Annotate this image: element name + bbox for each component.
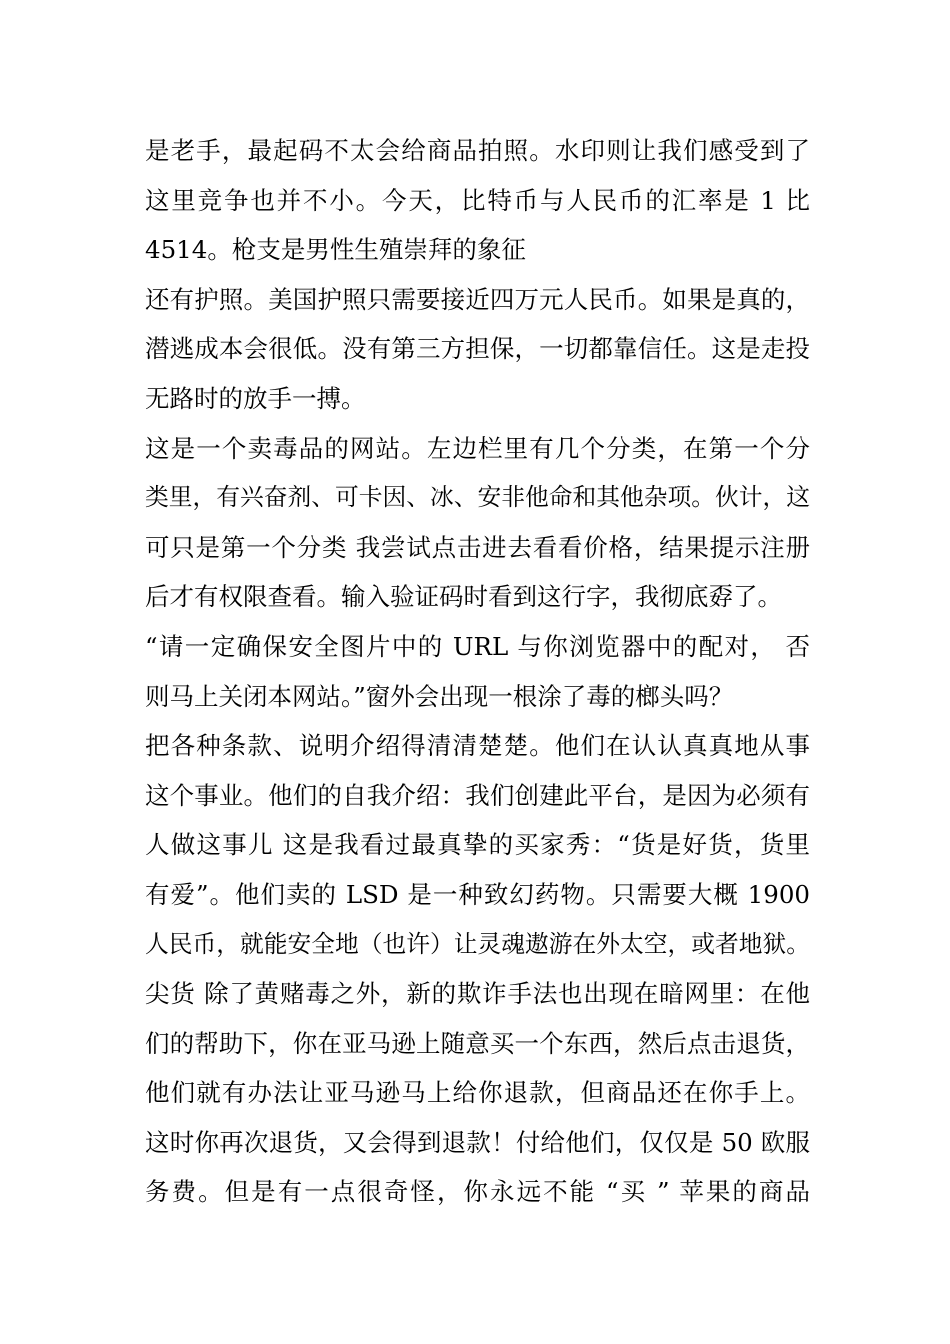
text-line: 人民币，就能安全地（也许）让灵魂遨游在外太空，或者地狱。 bbox=[145, 929, 811, 958]
text-line: 这是一个卖毒品的网站。左边栏里有几个分类，在第一个分 bbox=[145, 433, 810, 463]
text-line: 这里竞争也并不小。今天，比特币与人民币的汇率是 1 比 bbox=[145, 185, 810, 215]
text-line: 则马上关闭本网站。”窗外会出现一根涂了毒的榔头吗？ bbox=[145, 681, 734, 711]
text-line: 4514。枪支是男性生殖崇拜的象征 bbox=[145, 235, 526, 265]
text-line: 有爱”。他们卖的 LSD 是一种致幻药物。只需要大概 1900 bbox=[145, 879, 810, 909]
text-line: 类里，有兴奋剂、可卡因、冰、安非他命和其他杂项。伙计，这 bbox=[145, 483, 811, 512]
text-line: 后才有权限查看。输入验证码时看到这行字，我彻底孬了。 bbox=[145, 582, 782, 612]
text-line: 还有护照。美国护照只需要接近四万元人民币。如果是真的， bbox=[145, 284, 810, 314]
text-line: 这个事业。他们的自我介绍：我们创建此平台，是因为必须有 bbox=[145, 780, 810, 810]
text-line: 无路时的放手一搏。 bbox=[145, 383, 366, 413]
text-line: 是老手，最起码不太会给商品拍照。水印则让我们感受到了 bbox=[145, 136, 810, 165]
text-line: “请一定确保安全图片中的 URL 与你浏览器中的配对， 否 bbox=[145, 631, 810, 661]
text-line: 把各种条款、说明介绍得清清楚楚。他们在认认真真地从事 bbox=[145, 731, 810, 761]
text-line: 这时你再次退货，又会得到退款！付给他们，仅仅是 50 欧服 bbox=[145, 1127, 810, 1157]
text-line: 尖货 除了黄赌毒之外，新的欺诈手法也出现在暗网里：在他 bbox=[145, 979, 810, 1009]
text-line: 可只是第一个分类 我尝试点击进去看看价格，结果提示注册 bbox=[145, 532, 810, 562]
body-text bbox=[145, 126, 810, 1217]
text-line: 们的帮助下，你在亚马逊上随意买一个东西，然后点击退货， bbox=[145, 1028, 810, 1058]
text-line: 人做这事儿 这是我看过最真挚的买家秀：“货是好货，货里 bbox=[145, 830, 810, 860]
text-line: 务费。但是有一点很奇怪，你永远不能 “买 ” 苹果的商品 bbox=[145, 1177, 810, 1207]
text-line: 潜逃成本会很低。没有第三方担保，一切都靠信任。这是走投 bbox=[145, 334, 810, 364]
text-line: 他们就有办法让亚马逊马上给你退款，但商品还在你手上。 bbox=[145, 1078, 810, 1108]
